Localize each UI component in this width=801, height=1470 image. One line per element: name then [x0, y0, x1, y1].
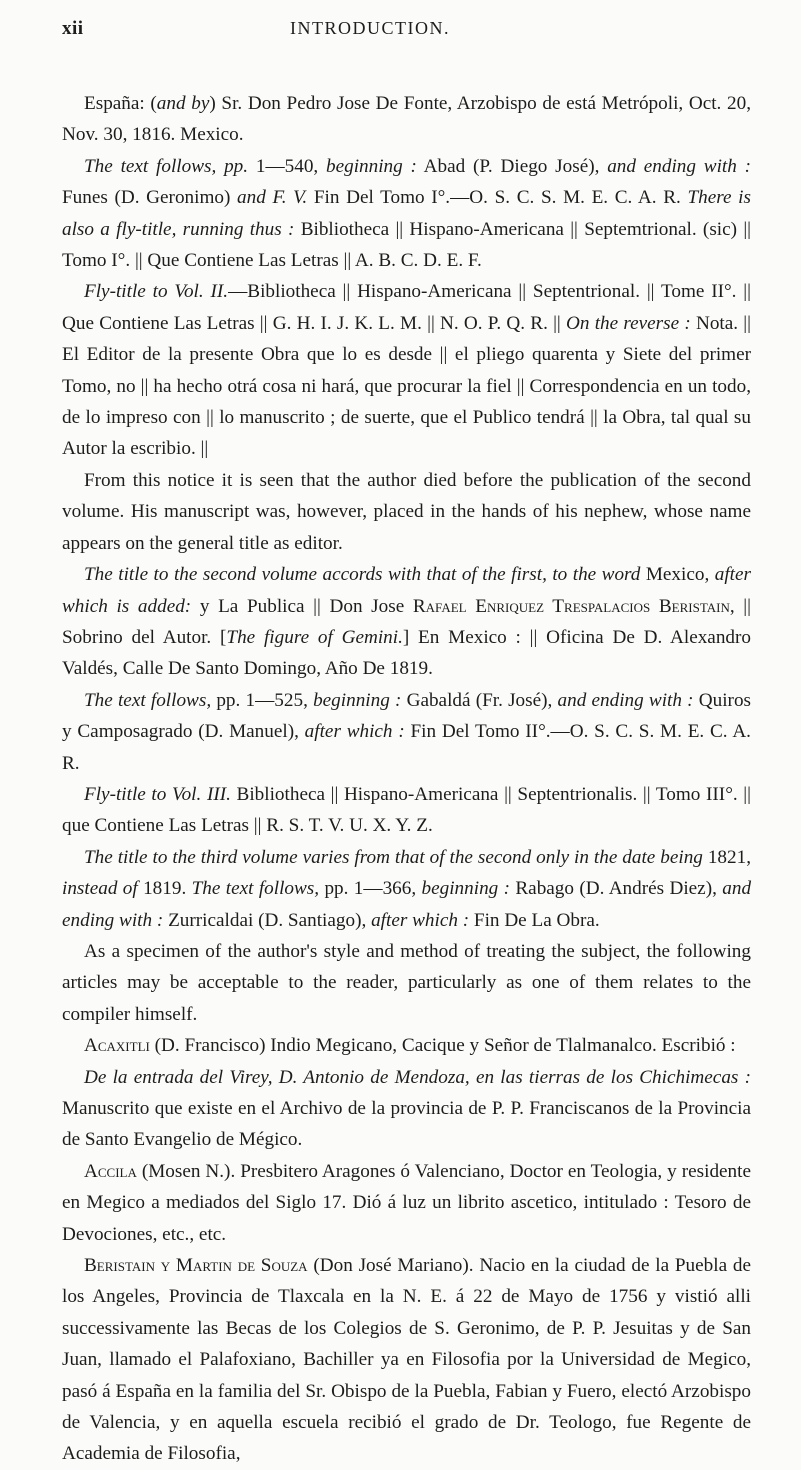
text-run: Nota. || El Editor de la presente Obra que lo es desde || el pliego quarenta y Siete del primer Tomo, no || ha hecho otrá cosa ni hará, que procurar la fiel || Correspondencia en un todo, de lo impreso con || lo manuscrito ; de suerte, que el Publico tendrá || la Obra, tal qual su Autor la escribio. || [62, 312, 751, 460]
text-run: Fin Del Tomo I°.—O. S. C. S. M. E. C. A. R. [307, 187, 688, 209]
paragraph-1 [62, 88, 751, 151]
text-run: Quiros y Camposagrado (D. Manuel), [62, 689, 752, 743]
text-run: 1819. [137, 878, 192, 900]
italic-run: and ending with : [607, 155, 752, 177]
italic-run: after which : [304, 721, 405, 743]
italic-run: The figure of Gemini. [226, 626, 403, 648]
paragraph-9 [62, 936, 751, 1030]
page-number: xii [62, 18, 84, 39]
smallcaps-run: Beristain y Martin de Souza [84, 1255, 308, 1277]
text-run: Manuscrito que existe en el Archivo de la provincia de P. P. Franciscanos de la Provincia de Santo Evangelio de Mégico. [62, 1098, 751, 1151]
paragraph-4 [62, 465, 751, 559]
italic-run: De la entrada del Virey, D. Antonio de Mendoza, en las tierras de los Chichimecas : [84, 1066, 751, 1088]
text-run: Gabaldá (Fr. José), [401, 689, 558, 711]
paragraph-3 [62, 276, 751, 464]
text-run: Zurricaldai (D. Santiago), [163, 909, 372, 931]
italic-run: instead of [62, 878, 138, 900]
italic-run: There is also a fly-title, running thus : [62, 187, 751, 240]
text-run: Funes (D. Geronimo) [62, 187, 238, 209]
text-run: Don Jose [329, 595, 413, 617]
italic-run: and ending with : [557, 689, 694, 711]
smallcaps-run: Acaxitli [84, 1035, 150, 1057]
text-run: ) Sr. Don Pedro Jose De Fonte, Arzobispo de está Metrópoli, Oct. 20, Nov. 30, 1816. Mexico. [62, 93, 751, 146]
text-run: As a specimen of the author's style and method of treating the subject, the following articles may be acceptable to the reader, particularly as one of them relates to the compiler himself. [62, 940, 751, 1025]
text-run: Rabago (D. Andrés Diez), [510, 878, 723, 900]
italic-run: beginning : [313, 689, 402, 711]
running-head: INTRODUCTION. [290, 18, 450, 38]
paragraph-11 [62, 1062, 751, 1156]
italic-run: beginning : [421, 878, 511, 900]
text-run: (Mosen N.). Presbitero Aragones ó Valenciano, Doctor en Teologia, y residente en Megico a mediados del Siglo 17. Dió á luz un librito ascetico, intitulado : Tesoro de Devociones, etc., etc. [62, 1160, 751, 1245]
text-run: Fin Del Tomo II°.—O. S. C. S. M. E. C. A. R. [62, 721, 751, 774]
page-header [62, 18, 751, 48]
italic-run: and F. V. [237, 187, 308, 209]
italic-run: Fly-title to Vol. III. [84, 783, 231, 805]
italic-run: after which is added: [62, 564, 751, 617]
text-run: Abad (P. Diego José), [416, 155, 608, 177]
paragraph-12 [62, 1156, 751, 1250]
text-run: pp. 1—366, [319, 878, 422, 900]
paragraph-5 [62, 559, 751, 685]
paragraph-10 [62, 1030, 751, 1061]
text-run: Fin De La Obra. [469, 909, 600, 931]
text-run: , || Sobrino del Autor. [ [62, 595, 751, 648]
smallcaps-run: Accila [84, 1160, 137, 1182]
italic-run: The title to the third volume varies from that of the second only in the date being [84, 846, 703, 868]
italic-run: On the reverse : [566, 312, 691, 334]
smallcaps-run: Rafael Enriquez Trespalacios Beristain [412, 595, 730, 617]
italic-run: The title to the second volume accords with that of the first, to the word [84, 564, 641, 586]
text-run: (Don José Mariano). Nacio en la ciudad de la Puebla de los Angeles, Provincia de Tlaxcala en la N. E. á 22 de Mayo de 1756 y vistió alli successivamente las Becas de los Colegios de S. Geronimo, de P. P. Jesuitas y de San Juan, llamado el Palafoxiano, Bachiller ya en Filosofia por la Universidad de Megico, pasó á España en la familia del Sr. Obispo de la Puebla, Fabian y Fuero, electó Arzobispo de Valencia, y en aquella escuela recibió el grado de Dr. Teologo, fue Regente de Academia de Filosofia, [62, 1255, 751, 1465]
italic-run: and by [156, 93, 210, 114]
italic-run: and ending with : [62, 878, 752, 931]
text-run: pp. 1—525, [211, 689, 314, 711]
text-run: —Bibliotheca || Hispano-Americana || Septentrional. || Tome II°. || Que Contiene Las Letras || G. H. I. J. K. L. M. || N. O. P. Q. R. || [62, 281, 751, 334]
text-run: 1—540, [248, 155, 326, 177]
text-run: Bibliotheca || Hispano-Americana || Septentrionalis. || Tomo III°. || que Contiene Las Letras || R. S. T. V. U. X. Y. Z. [62, 783, 751, 837]
text-run: 1821, [702, 846, 751, 868]
text-run: Bibliotheca || Hispano-Americana || Septemtrional. (sic) || Tomo I°. || Que Contiene Las Letras || A. B. C. D. E. F. [62, 218, 751, 272]
paragraph-13 [62, 1250, 751, 1470]
italic-run: The text follows, [191, 878, 320, 900]
text-run: y La Publica || [191, 595, 330, 617]
text-run: España: ( [84, 93, 157, 114]
italic-run: Fly-title to Vol. II. [84, 281, 229, 303]
page-body [62, 88, 751, 1470]
italic-run: The text follows, pp. [84, 155, 249, 177]
text-run: (D. Francisco) Indio Megicano, Cacique y Señor de Tlalmanalco. Escribió : [149, 1035, 736, 1057]
italic-run: The text follows, [84, 689, 212, 711]
text-run: From this notice it is seen that the author died before the publication of the second volume. His manuscript was, however, placed in the hands of his nephew, whose name appears on the general title as editor. [62, 469, 751, 554]
paragraph-8 [62, 842, 751, 936]
paragraph-2 [62, 151, 751, 277]
italic-run: beginning : [326, 155, 417, 177]
italic-run: after which : [371, 909, 470, 931]
text-run: Mexico, [640, 564, 715, 586]
text-run: ] En Mexico : || Oficina De D. Alexandro Valdés, Calle De Santo Domingo, Año De 1819. [62, 626, 751, 680]
paragraph-7 [62, 779, 751, 842]
paragraph-6 [62, 685, 751, 779]
